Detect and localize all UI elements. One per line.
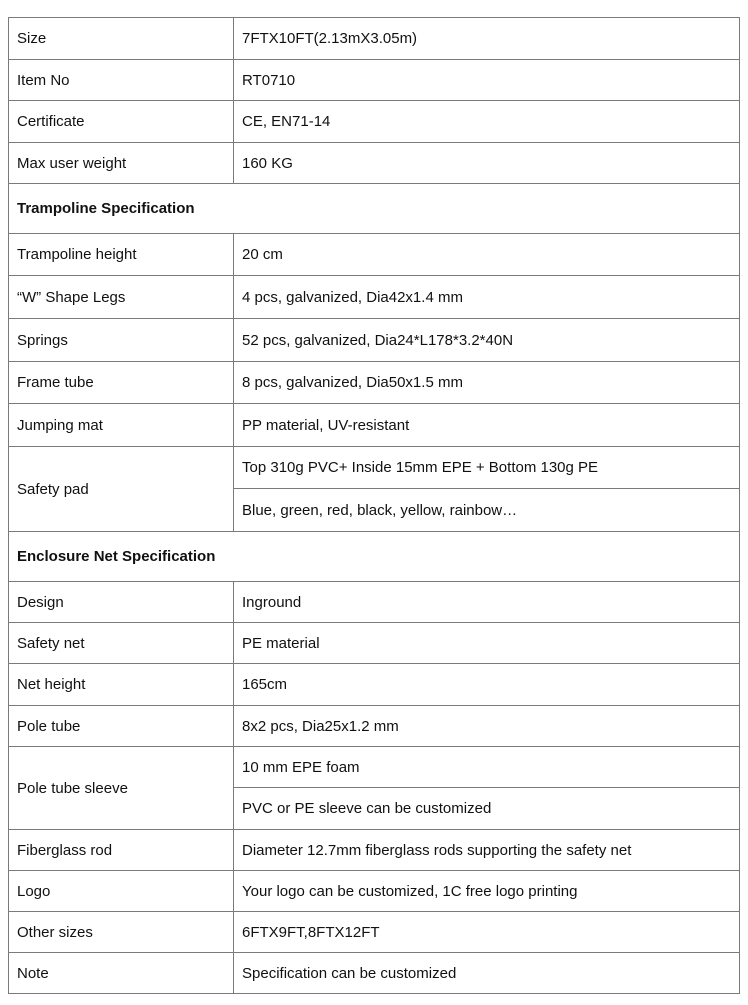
table-row xyxy=(9,664,740,706)
row-label: “W” Shape Legs xyxy=(9,276,234,319)
row-label: Safety pad xyxy=(9,447,234,532)
table-row xyxy=(9,912,740,953)
row-label: Springs xyxy=(9,319,234,362)
row-value: 20 cm xyxy=(234,234,740,276)
table-row xyxy=(9,143,740,184)
table-row xyxy=(9,234,740,276)
row-value: Diameter 12.7mm fiberglass rods supporting the safety net xyxy=(234,830,740,871)
section-heading-trampoline: Trampoline Specification xyxy=(9,184,740,234)
row-label: Logo xyxy=(9,871,234,912)
row-value: CE, EN71-14 xyxy=(234,101,740,143)
row-label: Fiberglass rod xyxy=(9,830,234,871)
table-row xyxy=(9,60,740,101)
row-label: Certificate xyxy=(9,101,234,143)
row-value: 8 pcs, galvanized, Dia50x1.5 mm xyxy=(234,362,740,404)
row-value: 6FTX9FT,8FTX12FT xyxy=(234,912,740,953)
row-label: Pole tube sleeve xyxy=(9,747,234,830)
row-value: 7FTX10FT(2.13mX3.05m) xyxy=(234,18,740,60)
table-row xyxy=(9,706,740,747)
row-label: Item No xyxy=(9,60,234,101)
row-label: Note xyxy=(9,953,234,994)
row-label: Frame tube xyxy=(9,362,234,404)
row-label: Safety net xyxy=(9,623,234,664)
table-row xyxy=(9,319,740,362)
row-value: 8x2 pcs, Dia25x1.2 mm xyxy=(234,706,740,747)
row-value: 4 pcs, galvanized, Dia42x1.4 mm xyxy=(234,276,740,319)
row-label: Design xyxy=(9,582,234,623)
table-row xyxy=(9,276,740,319)
row-label: Net height xyxy=(9,664,234,706)
row-value: Inground xyxy=(234,582,740,623)
row-value: PP material, UV-resistant xyxy=(234,404,740,447)
table-row xyxy=(9,447,740,489)
spec-table xyxy=(8,17,740,994)
row-label: Max user weight xyxy=(9,143,234,184)
table-row xyxy=(9,18,740,60)
row-value: Specification can be customized xyxy=(234,953,740,994)
row-value: PE material xyxy=(234,623,740,664)
row-label: Size xyxy=(9,18,234,60)
table-row xyxy=(9,830,740,871)
row-value: 160 KG xyxy=(234,143,740,184)
table-row xyxy=(9,747,740,788)
table-row xyxy=(9,871,740,912)
row-value: 10 mm EPE foam xyxy=(234,747,740,788)
table-row xyxy=(9,953,740,994)
row-value: PVC or PE sleeve can be customized xyxy=(234,788,740,830)
row-value: Top 310g PVC+ Inside 15mm EPE + Bottom 130g PE xyxy=(234,447,740,489)
row-value: RT0710 xyxy=(234,60,740,101)
table-row xyxy=(9,404,740,447)
row-value: Blue, green, red, black, yellow, rainbow… xyxy=(234,489,740,532)
table-row xyxy=(9,623,740,664)
row-value: 52 pcs, galvanized, Dia24*L178*3.2*40N xyxy=(234,319,740,362)
row-value: 165cm xyxy=(234,664,740,706)
row-label: Trampoline height xyxy=(9,234,234,276)
row-label: Jumping mat xyxy=(9,404,234,447)
section-heading-enclosure: Enclosure Net Specification xyxy=(9,532,740,582)
table-row xyxy=(9,101,740,143)
table-row xyxy=(9,582,740,623)
row-label: Pole tube xyxy=(9,706,234,747)
row-label: Other sizes xyxy=(9,912,234,953)
section-heading-row xyxy=(9,184,740,234)
table-row xyxy=(9,362,740,404)
section-heading-row xyxy=(9,532,740,582)
row-value: Your logo can be customized, 1C free logo printing xyxy=(234,871,740,912)
